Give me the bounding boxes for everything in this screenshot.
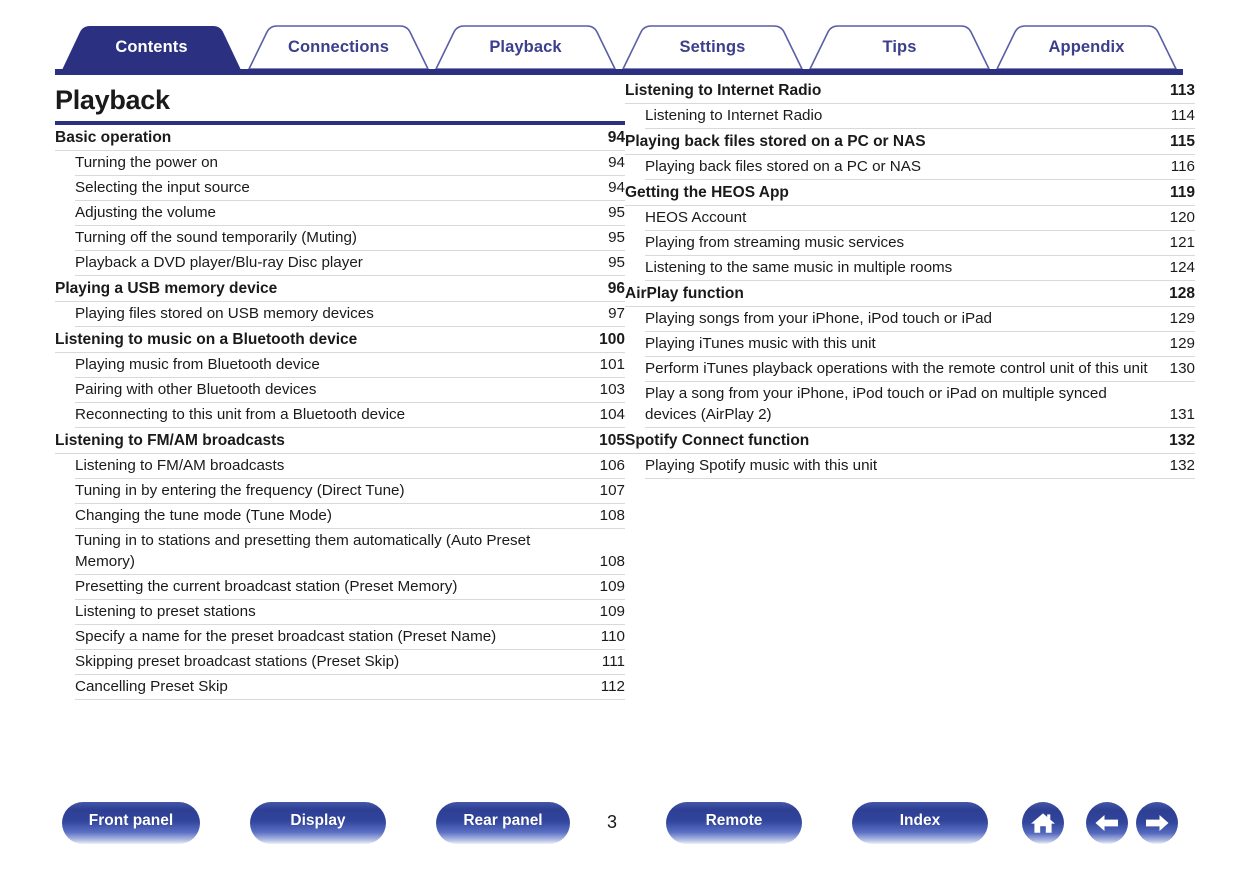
toc-entry-title: Reconnecting to this unit from a Bluetooth device bbox=[75, 406, 406, 423]
toc-entry-row[interactable] bbox=[645, 256, 1195, 281]
toc-entry-row[interactable] bbox=[75, 479, 625, 504]
toc-entry-page: 94 bbox=[608, 154, 625, 171]
toc-entry-page: 108 bbox=[599, 553, 625, 570]
toc-section-row[interactable] bbox=[625, 428, 1195, 454]
toc-entry-page: 124 bbox=[1169, 259, 1195, 276]
toc-entry-row[interactable] bbox=[75, 675, 625, 700]
toc-entry-page: 110 bbox=[600, 628, 625, 645]
toc-entry-title: Playing iTunes music with this unit bbox=[645, 335, 876, 352]
toc-entry-page: 95 bbox=[608, 204, 625, 221]
toc-entry-row[interactable] bbox=[75, 504, 625, 529]
page-number: 3 bbox=[606, 812, 617, 832]
toc-entry-page: 121 bbox=[1169, 234, 1195, 251]
toc-entry-page: 106 bbox=[599, 457, 625, 474]
toc-entry-page: 94 bbox=[607, 129, 625, 146]
toc-entry-title: Listening to music on a Bluetooth device bbox=[55, 331, 358, 348]
toc-list-left bbox=[55, 125, 625, 700]
toc-entry-title: Cancelling Preset Skip bbox=[75, 678, 228, 695]
tab-bar bbox=[0, 22, 1240, 78]
toc-entry-page: 129 bbox=[1169, 335, 1195, 352]
toc-entry-title: Skipping preset broadcast stations (Preset Skip) bbox=[75, 653, 400, 670]
toc-entry-page: 113 bbox=[1169, 82, 1195, 99]
toc-entry-title: Playing files stored on USB memory devices bbox=[75, 305, 374, 322]
toc-section-row[interactable] bbox=[55, 327, 625, 353]
page-title: Playback bbox=[55, 85, 170, 115]
toc-entry-title: Perform iTunes playback operations with the remote control unit of this unit bbox=[645, 360, 1148, 377]
display-button[interactable]: Display bbox=[250, 802, 386, 844]
toc-list-right bbox=[625, 78, 1195, 479]
arrow-right-icon bbox=[1144, 813, 1170, 833]
toc-entry-row[interactable] bbox=[75, 625, 625, 650]
toc-entry-row[interactable] bbox=[645, 104, 1195, 129]
toc-entry-page: 96 bbox=[607, 280, 625, 297]
index-button[interactable]: Index bbox=[852, 802, 988, 844]
toc-entry-title: Playing songs from your iPhone, iPod touch or iPad bbox=[645, 310, 992, 327]
toc-entry-page: 109 bbox=[599, 603, 625, 620]
toc-entry-row[interactable] bbox=[645, 307, 1195, 332]
tab-appendix-label: Appendix bbox=[1048, 38, 1125, 56]
tab-contents[interactable] bbox=[62, 22, 241, 70]
tab-appendix[interactable] bbox=[997, 22, 1176, 70]
toc-entry-page: 114 bbox=[1170, 107, 1195, 124]
tab-tips[interactable] bbox=[810, 22, 989, 70]
toc-entry-row[interactable] bbox=[645, 454, 1195, 479]
toc-entry-title: HEOS Account bbox=[645, 209, 747, 226]
toc-entry-page: 131 bbox=[1169, 406, 1195, 423]
toc-entry-page: 107 bbox=[599, 482, 625, 499]
toc-section-row[interactable] bbox=[625, 129, 1195, 155]
toc-entry-row[interactable] bbox=[645, 206, 1195, 231]
toc-section-row[interactable] bbox=[55, 276, 625, 302]
toc-entry-row[interactable] bbox=[75, 600, 625, 625]
toc-entry-title: Listening to FM/AM broadcasts bbox=[55, 432, 285, 449]
toc-entry-page: 129 bbox=[1169, 310, 1195, 327]
toc-entry-page: 95 bbox=[608, 254, 625, 271]
toc-entry-title: Listening to Internet Radio bbox=[645, 107, 823, 124]
toc-entry-row[interactable] bbox=[75, 353, 625, 378]
toc-entry-row[interactable] bbox=[75, 454, 625, 479]
toc-entry-title: Adjusting the volume bbox=[75, 204, 216, 221]
toc-entry-row[interactable] bbox=[645, 357, 1195, 382]
footer-bar bbox=[0, 802, 1240, 862]
tab-settings-label: Settings bbox=[679, 38, 746, 56]
toc-entry-row[interactable] bbox=[645, 155, 1195, 180]
toc-entry-title: Listening to the same music in multiple rooms bbox=[645, 259, 953, 276]
toc-entry-page: 119 bbox=[1169, 184, 1195, 201]
toc-entry-title: Playing back files stored on a PC or NAS bbox=[625, 133, 926, 150]
toc-entry-page: 116 bbox=[1170, 158, 1195, 175]
toc-entry-row[interactable] bbox=[645, 231, 1195, 256]
tab-contents-label: Contents bbox=[115, 38, 188, 56]
toc-entry-title: Listening to Internet Radio bbox=[625, 82, 822, 99]
toc-entry-title: Pairing with other Bluetooth devices bbox=[75, 381, 317, 398]
toc-entry-page: 109 bbox=[599, 578, 625, 595]
toc-left-column bbox=[55, 78, 625, 700]
toc-entry-row[interactable] bbox=[75, 151, 625, 176]
toc-entry-page: 108 bbox=[599, 507, 625, 524]
arrow-left-icon bbox=[1094, 813, 1120, 833]
toc-entry-row[interactable] bbox=[75, 575, 625, 600]
toc-entry-page: 132 bbox=[1169, 432, 1195, 449]
tab-tips-label: Tips bbox=[882, 38, 917, 56]
tab-playback-label: Playback bbox=[489, 38, 562, 56]
toc-entry-page: 100 bbox=[599, 331, 625, 348]
toc-entry-page: 97 bbox=[608, 305, 625, 322]
toc-entry-title: Playing from streaming music services bbox=[645, 234, 905, 251]
toc-section-row[interactable] bbox=[625, 180, 1195, 206]
toc-entry-title: Listening to FM/AM broadcasts bbox=[75, 457, 285, 474]
toc-entry-title: Turning the power on bbox=[75, 154, 218, 171]
toc-entry-page: 94 bbox=[608, 179, 625, 196]
tab-connections-label: Connections bbox=[287, 38, 390, 56]
toc-entry-title: Presetting the current broadcast station (Preset Memory) bbox=[75, 578, 458, 595]
toc-entry-title: Spotify Connect function bbox=[625, 432, 810, 449]
toc-entry-page: 128 bbox=[1169, 285, 1195, 302]
toc-entry-page: 112 bbox=[600, 678, 625, 695]
toc-entry-page: 132 bbox=[1169, 457, 1195, 474]
remote-button[interactable]: Remote bbox=[666, 802, 802, 844]
toc-entry-page: 95 bbox=[608, 229, 625, 246]
toc-entry-page: 130 bbox=[1169, 360, 1195, 377]
toc-entry-row[interactable] bbox=[75, 403, 625, 428]
home-button[interactable] bbox=[1022, 802, 1064, 844]
toc-entry-page: 103 bbox=[599, 381, 625, 398]
toc-entry-title: Playing Spotify music with this unit bbox=[645, 457, 878, 474]
toc-entry-title: Playing music from Bluetooth device bbox=[75, 356, 320, 373]
toc-entry-row[interactable] bbox=[75, 378, 625, 403]
toc-entry-title: Changing the tune mode (Tune Mode) bbox=[75, 507, 332, 524]
toc-entry-title: Playback a DVD player/Blu-ray Disc player bbox=[75, 254, 363, 271]
toc-entry-title: AirPlay function bbox=[625, 285, 744, 302]
toc-entry-row[interactable] bbox=[75, 251, 625, 276]
toc-entry-row[interactable] bbox=[645, 382, 1195, 428]
front-panel-button[interactable]: Front panel bbox=[62, 802, 200, 844]
toc-entry-page: 105 bbox=[599, 432, 625, 449]
toc-entry-title: Playing a USB memory device bbox=[55, 280, 278, 297]
toc-entry-title: Getting the HEOS App bbox=[625, 184, 789, 201]
toc-entry-title: Specify a name for the preset broadcast station (Preset Name) bbox=[75, 628, 497, 645]
toc-entry-row[interactable] bbox=[75, 176, 625, 201]
toc-entry-page: 111 bbox=[601, 653, 625, 670]
tab-connections[interactable] bbox=[249, 22, 428, 70]
toc-entry-title: Playing back files stored on a PC or NAS bbox=[645, 158, 922, 175]
toc-entry-title: Basic operation bbox=[55, 129, 172, 146]
toc-section-row[interactable] bbox=[625, 281, 1195, 307]
tab-playback[interactable] bbox=[436, 22, 615, 70]
tab-settings[interactable] bbox=[623, 22, 802, 70]
toc-entry-title: Listening to preset stations bbox=[75, 603, 256, 620]
toc-entry-row[interactable] bbox=[75, 302, 625, 327]
rear-panel-button[interactable]: Rear panel bbox=[436, 802, 570, 844]
toc-right-column bbox=[625, 78, 1195, 479]
toc-entry-title: Selecting the input source bbox=[75, 179, 250, 196]
toc-section-row[interactable] bbox=[55, 125, 625, 151]
toc-entry-title: Tuning in to stations and presetting them automatically (Auto Preset Memory) bbox=[75, 532, 531, 570]
toc-entry-row[interactable] bbox=[75, 226, 625, 251]
back-button[interactable] bbox=[1086, 802, 1128, 844]
toc-entry-page: 120 bbox=[1169, 209, 1195, 226]
toc-section-row[interactable] bbox=[625, 78, 1195, 104]
home-icon bbox=[1030, 811, 1056, 835]
forward-button[interactable] bbox=[1136, 802, 1178, 844]
toc-entry-row[interactable] bbox=[75, 201, 625, 226]
toc-entry-title: Turning off the sound temporarily (Muting) bbox=[75, 229, 357, 246]
toc-entry-page: 115 bbox=[1169, 133, 1195, 150]
toc-section-row[interactable] bbox=[55, 428, 625, 454]
toc-entry-row[interactable] bbox=[75, 650, 625, 675]
toc-entry-row[interactable] bbox=[645, 332, 1195, 357]
toc-entry-row[interactable] bbox=[75, 529, 625, 575]
toc-entry-title: Play a song from your iPhone, iPod touch or iPad on multiple synced devices (AirPlay 2) bbox=[645, 385, 1107, 423]
toc-entry-page: 101 bbox=[599, 356, 625, 373]
toc-entry-page: 104 bbox=[599, 406, 625, 423]
toc-entry-title: Tuning in by entering the frequency (Direct Tune) bbox=[75, 482, 405, 499]
